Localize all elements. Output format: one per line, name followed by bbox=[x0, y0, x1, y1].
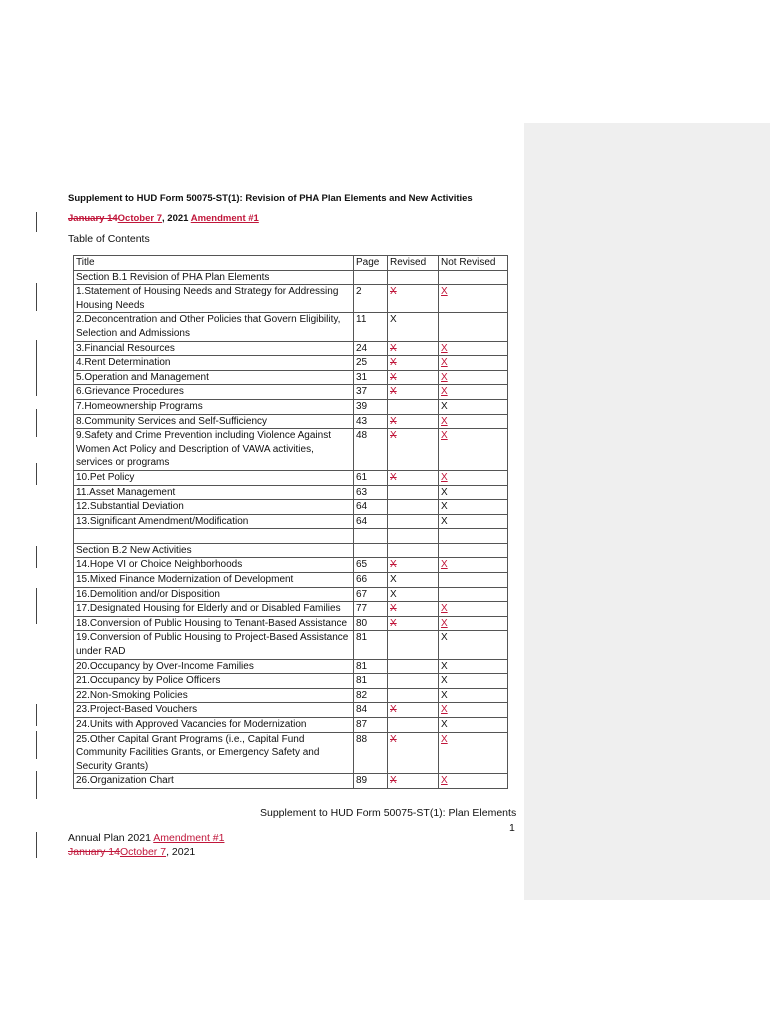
row-not-revised bbox=[439, 631, 508, 659]
header-not-revised: Not Revised bbox=[439, 256, 508, 271]
row-revised-text: X bbox=[390, 314, 397, 326]
row-not-revised bbox=[439, 399, 508, 414]
row-page bbox=[354, 631, 388, 659]
row-title-text: 23.Project-Based Vouchers bbox=[76, 704, 198, 716]
row-revised bbox=[388, 341, 439, 356]
row-title-text: 11.Asset Management bbox=[76, 486, 176, 498]
row-title bbox=[74, 688, 354, 703]
row-not-revised-text: X bbox=[441, 501, 448, 513]
row-title-text: 9.Safety and Crime Prevention including Violence Against Women Act Policy and Description of VAWA activities, services or programs bbox=[76, 430, 331, 469]
row-title-text: 15.Mixed Finance Modernization of Development bbox=[76, 574, 294, 586]
table-row bbox=[74, 674, 508, 689]
row-page-text: 39 bbox=[356, 400, 368, 412]
row-not-revised-text: X bbox=[441, 515, 448, 527]
row-not-revised bbox=[439, 470, 508, 485]
row-not-revised-text: X bbox=[441, 286, 448, 298]
amendment-label: Amendment #1 bbox=[190, 213, 259, 224]
document-title: Supplement to HUD Form 50075-ST(1): Revision of PHA Plan Elements and New Activities bbox=[68, 193, 473, 204]
row-title-text: Section B.1 Revision of PHA Plan Elements bbox=[76, 271, 270, 283]
row-page bbox=[354, 429, 388, 471]
row-not-revised bbox=[439, 414, 508, 429]
row-title-text: 25.Other Capital Grant Programs (i.e., Capital Fund Community Facilities Grants, or Emergency Safety and Security Grants) bbox=[76, 733, 320, 772]
row-page-text: 31 bbox=[356, 371, 368, 383]
row-title-text: 13.Significant Amendment/Modification bbox=[76, 515, 249, 527]
row-page bbox=[354, 470, 388, 485]
row-not-revised bbox=[439, 703, 508, 718]
row-not-revised-text: X bbox=[441, 371, 448, 383]
row-title bbox=[74, 414, 354, 429]
row-not-revised-text: X bbox=[441, 471, 448, 483]
row-title-text: 2.Deconcentration and Other Policies that Govern Eligibility, Selection and Admissions bbox=[76, 314, 341, 339]
row-not-revised bbox=[439, 285, 508, 313]
table-row bbox=[74, 470, 508, 485]
row-page-text: 82 bbox=[356, 689, 368, 701]
row-page-text: 81 bbox=[356, 675, 368, 687]
row-revised bbox=[388, 370, 439, 385]
row-page bbox=[354, 616, 388, 631]
table-row bbox=[74, 587, 508, 602]
row-not-revised bbox=[439, 485, 508, 500]
row-title-text: 14.Hope VI or Choice Neighborhoods bbox=[76, 559, 243, 571]
row-page bbox=[354, 659, 388, 674]
row-page bbox=[354, 285, 388, 313]
row-revised-text: X bbox=[390, 603, 397, 615]
table-row bbox=[74, 688, 508, 703]
row-not-revised bbox=[439, 602, 508, 617]
row-page-text: 61 bbox=[356, 471, 368, 483]
row-revised-text: X bbox=[390, 471, 397, 483]
row-page-text: 48 bbox=[356, 430, 368, 442]
row-page-text: 63 bbox=[356, 486, 368, 498]
change-bar bbox=[36, 340, 37, 396]
table-row bbox=[74, 558, 508, 573]
row-revised bbox=[388, 558, 439, 573]
row-page-text: 2 bbox=[356, 286, 362, 298]
row-not-revised-text: X bbox=[441, 559, 448, 571]
row-page-text: 80 bbox=[356, 617, 368, 629]
row-revised-text: X bbox=[390, 430, 397, 442]
row-title bbox=[74, 674, 354, 689]
row-title bbox=[74, 558, 354, 573]
change-bar bbox=[36, 771, 37, 799]
row-not-revised-text: X bbox=[441, 775, 448, 787]
row-page bbox=[354, 514, 388, 529]
change-bar bbox=[36, 283, 37, 311]
row-page bbox=[354, 558, 388, 573]
row-not-revised-text: X bbox=[441, 632, 448, 644]
row-title-text: 22.Non-Smoking Policies bbox=[76, 689, 188, 701]
row-not-revised bbox=[439, 674, 508, 689]
footer-date-year: , 2021 bbox=[166, 846, 196, 858]
row-title-text: 4.Rent Determination bbox=[76, 357, 171, 369]
row-not-revised bbox=[439, 587, 508, 602]
row-page bbox=[354, 500, 388, 515]
row-revised bbox=[388, 414, 439, 429]
row-page bbox=[354, 674, 388, 689]
row-title bbox=[74, 470, 354, 485]
date-year: , 2021 bbox=[162, 213, 191, 224]
date-line bbox=[68, 213, 259, 224]
change-bar bbox=[36, 212, 37, 232]
row-title-text: 17.Designated Housing for Elderly and or Disabled Families bbox=[76, 603, 341, 615]
table-row bbox=[74, 414, 508, 429]
row-page-text: 81 bbox=[356, 660, 368, 672]
row-page bbox=[354, 370, 388, 385]
row-not-revised-text: X bbox=[441, 400, 448, 412]
row-page bbox=[354, 602, 388, 617]
row-revised bbox=[388, 485, 439, 500]
footer-date-line bbox=[68, 846, 195, 858]
row-revised-text: X bbox=[390, 415, 397, 427]
table-row bbox=[74, 529, 508, 544]
header-revised: Revised bbox=[388, 256, 439, 271]
row-not-revised-text: X bbox=[441, 733, 448, 745]
row-page bbox=[354, 485, 388, 500]
row-title-text: 19.Conversion of Public Housing to Project-Based Assistance under RAD bbox=[76, 632, 349, 658]
row-revised bbox=[388, 385, 439, 400]
change-bar bbox=[36, 588, 37, 624]
row-revised bbox=[388, 313, 439, 341]
change-bar bbox=[36, 704, 37, 726]
row-title bbox=[74, 356, 354, 371]
table-row bbox=[74, 514, 508, 529]
row-revised bbox=[388, 732, 439, 774]
row-title bbox=[74, 514, 354, 529]
row-not-revised bbox=[439, 500, 508, 515]
row-title-text: 7.Homeownership Programs bbox=[76, 400, 203, 412]
row-not-revised bbox=[439, 732, 508, 774]
footer-form-line: Supplement to HUD Form 50075-ST(1): Plan Elements bbox=[260, 807, 517, 819]
row-page bbox=[354, 718, 388, 733]
row-revised-text: X bbox=[390, 733, 397, 745]
row-page bbox=[354, 543, 388, 558]
table-row bbox=[74, 429, 508, 471]
row-title bbox=[74, 616, 354, 631]
row-not-revised bbox=[439, 573, 508, 588]
row-not-revised bbox=[439, 356, 508, 371]
row-revised bbox=[388, 602, 439, 617]
row-not-revised bbox=[439, 718, 508, 733]
row-title-text: 12.Substantial Deviation bbox=[76, 501, 184, 513]
table-row bbox=[74, 500, 508, 515]
table-row bbox=[74, 399, 508, 414]
row-revised bbox=[388, 573, 439, 588]
row-revised-text: X bbox=[390, 574, 397, 586]
row-page-text: 66 bbox=[356, 574, 368, 586]
row-not-revised-text: X bbox=[441, 430, 448, 442]
row-title bbox=[74, 774, 354, 789]
row-not-revised-text: X bbox=[441, 719, 448, 730]
header-page: Page bbox=[354, 256, 388, 271]
table-row bbox=[74, 356, 508, 371]
row-page-text: 37 bbox=[356, 386, 368, 398]
row-page-text: 43 bbox=[356, 415, 368, 427]
row-title bbox=[74, 703, 354, 718]
row-revised bbox=[388, 270, 439, 285]
row-title bbox=[74, 429, 354, 471]
row-revised bbox=[388, 703, 439, 718]
row-not-revised-text: X bbox=[441, 386, 448, 398]
row-title-text: 3.Financial Resources bbox=[76, 342, 175, 354]
row-not-revised bbox=[439, 514, 508, 529]
footer-deleted-date: January 14 bbox=[68, 846, 120, 858]
row-revised bbox=[388, 399, 439, 414]
row-revised bbox=[388, 529, 439, 544]
row-page bbox=[354, 270, 388, 285]
row-not-revised bbox=[439, 313, 508, 341]
row-not-revised bbox=[439, 270, 508, 285]
row-not-revised-text: X bbox=[441, 689, 448, 701]
row-not-revised bbox=[439, 558, 508, 573]
table-row bbox=[74, 270, 508, 285]
change-bar bbox=[36, 832, 37, 858]
row-page-text: 84 bbox=[356, 704, 368, 716]
table-row bbox=[74, 631, 508, 659]
row-title bbox=[74, 399, 354, 414]
row-page-text: 65 bbox=[356, 559, 368, 571]
row-revised-text: X bbox=[390, 357, 397, 369]
row-not-revised-text: X bbox=[441, 486, 448, 498]
row-page-text: 77 bbox=[356, 603, 368, 615]
change-bar bbox=[36, 546, 37, 568]
table-row bbox=[74, 616, 508, 631]
row-not-revised bbox=[439, 370, 508, 385]
row-not-revised bbox=[439, 385, 508, 400]
table-row bbox=[74, 732, 508, 774]
table-row bbox=[74, 659, 508, 674]
row-revised-text: X bbox=[390, 617, 397, 629]
row-revised bbox=[388, 356, 439, 371]
footer-page-number: 1 bbox=[509, 822, 515, 834]
table-row bbox=[74, 285, 508, 313]
table-row bbox=[74, 718, 508, 733]
row-revised bbox=[388, 500, 439, 515]
row-title bbox=[74, 500, 354, 515]
row-page bbox=[354, 414, 388, 429]
table-row bbox=[74, 385, 508, 400]
row-page-text: 24 bbox=[356, 342, 368, 354]
toc-label: Table of Contents bbox=[68, 233, 150, 245]
row-page bbox=[354, 587, 388, 602]
row-revised bbox=[388, 543, 439, 558]
row-page bbox=[354, 703, 388, 718]
row-not-revised-text: X bbox=[441, 603, 448, 615]
row-not-revised-text: X bbox=[441, 660, 448, 672]
row-page-text: 25 bbox=[356, 357, 368, 369]
table-row bbox=[74, 341, 508, 356]
row-revised-text: X bbox=[390, 286, 397, 298]
row-page bbox=[354, 341, 388, 356]
table-row bbox=[74, 602, 508, 617]
row-title bbox=[74, 543, 354, 558]
row-not-revised-text: X bbox=[441, 342, 448, 354]
row-page-text: 64 bbox=[356, 515, 368, 527]
row-title bbox=[74, 659, 354, 674]
row-revised-text: X bbox=[390, 342, 397, 354]
row-title bbox=[74, 587, 354, 602]
plan-elements-table bbox=[73, 255, 508, 789]
table-row bbox=[74, 543, 508, 558]
row-page bbox=[354, 356, 388, 371]
row-title-text: 16.Demolition and/or Disposition bbox=[76, 588, 220, 600]
row-title bbox=[74, 285, 354, 313]
row-page-text: 88 bbox=[356, 733, 368, 745]
header-title: Title bbox=[74, 256, 354, 271]
row-not-revised-text: X bbox=[441, 675, 448, 687]
table-row bbox=[74, 370, 508, 385]
row-revised bbox=[388, 688, 439, 703]
table-row bbox=[74, 485, 508, 500]
row-not-revised-text: X bbox=[441, 415, 448, 427]
row-not-revised-text: X bbox=[441, 617, 448, 629]
table-row bbox=[74, 703, 508, 718]
row-page-text: 11 bbox=[356, 314, 367, 326]
row-not-revised-text: X bbox=[441, 357, 448, 369]
row-title-text: 20.Occupancy by Over-Income Families bbox=[76, 660, 254, 672]
row-revised-text: X bbox=[390, 386, 397, 398]
row-page bbox=[354, 313, 388, 341]
row-not-revised bbox=[439, 341, 508, 356]
row-page-text: 89 bbox=[356, 775, 368, 787]
row-title-text: 6.Grievance Procedures bbox=[76, 386, 184, 398]
row-page-text: 81 bbox=[356, 632, 368, 644]
row-revised bbox=[388, 616, 439, 631]
row-title bbox=[74, 718, 354, 733]
footer-plan-prefix: Annual Plan 2021 bbox=[68, 832, 154, 844]
row-title bbox=[74, 573, 354, 588]
footer-amendment: Amendment #1 bbox=[153, 832, 225, 844]
change-bar bbox=[36, 463, 37, 485]
row-title bbox=[74, 270, 354, 285]
row-title bbox=[74, 341, 354, 356]
row-revised-text: X bbox=[390, 371, 397, 383]
row-revised-text: X bbox=[390, 559, 397, 571]
row-title-text: 10.Pet Policy bbox=[76, 471, 135, 483]
table-row bbox=[74, 573, 508, 588]
row-title bbox=[74, 385, 354, 400]
row-title bbox=[74, 529, 354, 544]
row-not-revised bbox=[439, 688, 508, 703]
row-title-text: 24.Units with Approved Vacancies for Modernization bbox=[76, 719, 307, 730]
table-row bbox=[74, 774, 508, 789]
row-revised bbox=[388, 285, 439, 313]
footer-plan-line bbox=[68, 832, 224, 844]
row-revised bbox=[388, 774, 439, 789]
row-page bbox=[354, 399, 388, 414]
table-header-row bbox=[74, 256, 508, 271]
change-bar bbox=[36, 409, 37, 437]
row-revised bbox=[388, 514, 439, 529]
row-title-text: 18.Conversion of Public Housing to Tenant-Based Assistance bbox=[76, 617, 348, 629]
deleted-date: January 14 bbox=[68, 213, 118, 224]
row-page bbox=[354, 688, 388, 703]
row-title bbox=[74, 370, 354, 385]
row-title-text: Section B.2 New Activities bbox=[76, 544, 192, 556]
row-revised bbox=[388, 718, 439, 733]
row-revised-text: X bbox=[390, 704, 397, 716]
footer-inserted-date: October 7 bbox=[119, 846, 167, 858]
comments-pane bbox=[524, 123, 770, 900]
row-not-revised bbox=[439, 543, 508, 558]
row-revised bbox=[388, 674, 439, 689]
row-page bbox=[354, 529, 388, 544]
row-not-revised bbox=[439, 616, 508, 631]
row-title-text: 21.Occupancy by Police Officers bbox=[76, 675, 221, 687]
row-title-text: 26.Organization Chart bbox=[76, 775, 174, 787]
row-page-text: 87 bbox=[356, 719, 368, 730]
row-title bbox=[74, 313, 354, 341]
inserted-date: October 7 bbox=[117, 213, 163, 224]
row-page-text: 67 bbox=[356, 588, 368, 600]
change-bar bbox=[36, 731, 37, 759]
row-revised bbox=[388, 587, 439, 602]
row-not-revised bbox=[439, 529, 508, 544]
row-not-revised bbox=[439, 774, 508, 789]
row-revised bbox=[388, 631, 439, 659]
row-revised-text: X bbox=[390, 588, 397, 600]
row-title-text: 1.Statement of Housing Needs and Strategy for Addressing Housing Needs bbox=[76, 286, 339, 311]
row-title bbox=[74, 602, 354, 617]
row-not-revised-text: X bbox=[441, 704, 448, 716]
row-title-text: 5.Operation and Management bbox=[76, 371, 209, 383]
row-title bbox=[74, 631, 354, 659]
row-page-text: 64 bbox=[356, 501, 368, 513]
row-title bbox=[74, 485, 354, 500]
row-not-revised bbox=[439, 429, 508, 471]
row-not-revised bbox=[439, 659, 508, 674]
row-page bbox=[354, 573, 388, 588]
row-page bbox=[354, 385, 388, 400]
row-revised bbox=[388, 470, 439, 485]
row-revised bbox=[388, 429, 439, 471]
row-page bbox=[354, 732, 388, 774]
row-revised bbox=[388, 659, 439, 674]
table-row bbox=[74, 313, 508, 341]
row-page bbox=[354, 774, 388, 789]
row-revised-text: X bbox=[390, 775, 397, 787]
row-title bbox=[74, 732, 354, 774]
row-title-text: 8.Community Services and Self-Sufficiency bbox=[76, 415, 268, 427]
